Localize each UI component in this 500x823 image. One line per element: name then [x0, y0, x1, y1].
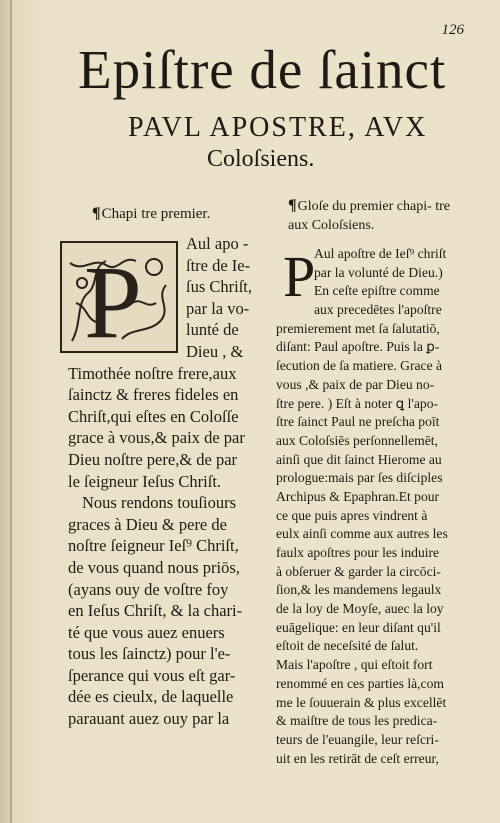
text-line: Dieu , &	[186, 341, 244, 361]
title-line-2: PAVL APOSTRE, AVX	[128, 112, 428, 143]
text-line: en Ieſus Chriſt, & la chari-	[68, 601, 243, 621]
text-line: ce que puis apres vindrent à	[276, 507, 428, 523]
page-gutter	[10, 0, 12, 823]
text-line: Dieu noſtre pere,& de par	[68, 449, 238, 469]
text-line: eſtoit de neceſsité de ſalut.	[276, 638, 419, 654]
left-heading-text: Chapi tre premier.	[101, 206, 211, 222]
pilcrow-icon: ¶	[92, 205, 101, 222]
left-column-text	[68, 233, 268, 730]
text-line: par la volunté de Dieu.)	[314, 264, 443, 280]
text-line: vous ,& paix de par Dieu no-	[276, 376, 435, 392]
text-line: aux precedētes l'apoſtre	[314, 302, 442, 318]
right-column-text	[276, 245, 480, 768]
text-line: de vous quand nous priōs,	[68, 557, 240, 577]
text-line: eulx ainſi comme aux autres les	[276, 526, 448, 542]
text-line: diſant: Paul apoſtre. Puis la ꝑ-	[276, 339, 440, 355]
text-line: ainſi que dit ſainct Hierome au	[276, 451, 442, 467]
text-line: & maiſtre de tous les predica-	[276, 713, 438, 729]
text-line: Aul apoſtre de Ieſ⁹ chriſt	[314, 246, 447, 261]
text-line: Timothée noſtre frere,aux	[68, 363, 237, 383]
text-line: tous les ſainctz) pour l'e-	[68, 644, 231, 664]
title-line-3: Coloſsiens.	[207, 146, 315, 172]
page-number: 126	[441, 22, 464, 38]
right-column-heading	[288, 196, 468, 235]
text-line: ſtre de Ie-	[186, 255, 251, 275]
text-line: le ſeigneur Ieſus Chriſt.	[68, 471, 222, 491]
text-line: ſtre pere. ) Eſt à noter ꝗ l'apo-	[276, 395, 439, 411]
text-line: grace à vous,& paix de par	[68, 428, 245, 448]
text-line: lunté de	[186, 320, 239, 340]
pilcrow-icon: ¶	[288, 197, 297, 214]
text-line: prologue:mais par ſes diſciples	[276, 470, 443, 486]
text-line: euāgelique: en leur diſant qu'il	[276, 619, 441, 635]
text-line: té que vous auez enuers	[68, 622, 225, 642]
text-line: (ayans ouy de voſtre foy	[68, 579, 229, 599]
text-line: aux Coloſsiēs perſonnellemēt,	[276, 432, 438, 448]
right-heading-text: Gloſe du premier chapi- tre aux Coloſsiens.	[288, 199, 451, 233]
text-line: Aul apo -	[186, 234, 249, 253]
left-column-heading	[92, 205, 210, 223]
text-line: Archipus & Epaphran.Et pour	[276, 488, 440, 504]
text-line: noſtre ſeigneur Ieſ⁹ Chriſt,	[68, 536, 239, 556]
initial-letter-right: P	[283, 244, 316, 309]
text-line: renommé en ces parties là,com	[276, 675, 444, 691]
text-line: graces à Dieu & pere de	[68, 514, 227, 534]
text-line: à obſeruer & garder la circōci-	[276, 563, 441, 579]
text-line: Nous rendons touſiours	[82, 493, 236, 513]
text-line: parauant auez ouy par la	[68, 709, 230, 729]
text-line: premierement met ſa ſalutatiō,	[276, 320, 440, 336]
text-line: teurs de l'euangile, leur reſcri-	[276, 731, 439, 747]
text-line: dée es cieulx, de laquelle	[68, 687, 234, 707]
text-line: ſecution de ſa matiere. Grace à	[276, 358, 443, 374]
text-line: de la loy de Moyſe, auec la loy	[276, 601, 444, 617]
text-line: ſainctz & freres fideles en	[68, 385, 239, 405]
text-line: uit en les retirāt de ceſt erreur,	[276, 750, 439, 766]
text-line: Mais l'apoſtre , qui eſtoit fort	[276, 657, 433, 673]
title-line-1: Epiſtre de ſainct	[78, 39, 447, 100]
text-line: ſion,& les mandemens legaulx	[276, 582, 442, 598]
text-line: me le ſouuerain & plus excellēt	[276, 694, 447, 710]
text-line: En ceſte epiſtre comme	[314, 283, 440, 299]
initial-letter-left: P	[84, 245, 142, 351]
text-line: ſperance qui vous eſt gar-	[68, 665, 236, 685]
text-line: par la vo-	[186, 298, 250, 318]
text-line: ſtre ſainct Paul ne preſcha poīt	[276, 414, 440, 430]
text-line: Chriſt,qui eſtes en Coloſſe	[68, 406, 239, 426]
text-line: faulx apoſtres pour les induire	[276, 545, 440, 560]
text-line: ſus Chriſt,	[186, 277, 253, 297]
